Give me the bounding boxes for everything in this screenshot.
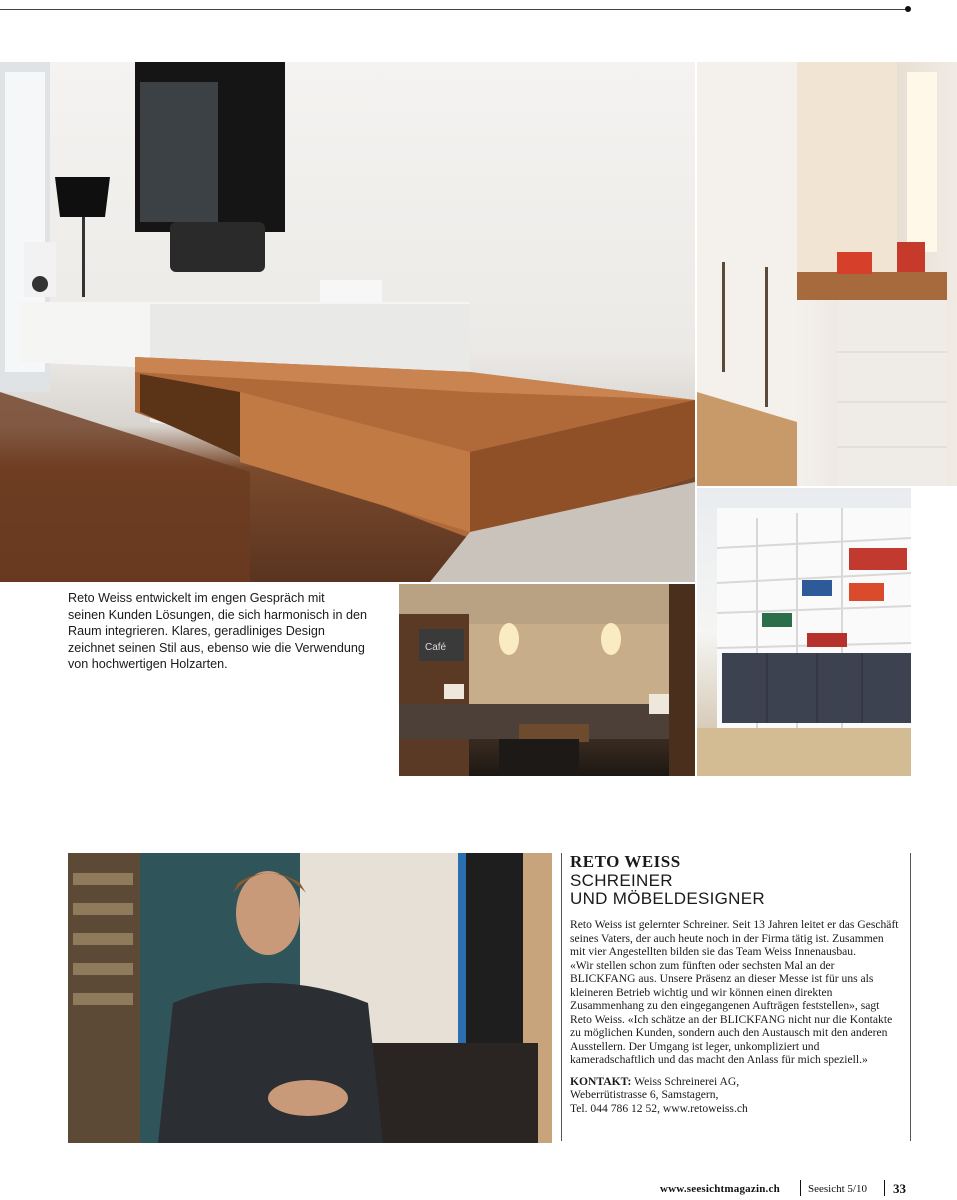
footer-website[interactable]: www.seesichtmagazin.ch xyxy=(660,1183,780,1195)
photo-tv-sideboard xyxy=(0,62,695,582)
article-left-rule xyxy=(561,853,562,1141)
article-name: RETO WEISS xyxy=(570,852,681,871)
caption-line: von hochwertigen Holzarten. xyxy=(68,657,228,671)
bookshelf-illustration xyxy=(697,488,911,776)
contact-phone-web[interactable]: Tel. 044 786 12 52, www.retoweiss.ch xyxy=(570,1101,748,1115)
caption-line: Reto Weiss entwickelt im engen Gespräch mit xyxy=(68,591,325,605)
top-rule xyxy=(0,9,906,10)
contact-company: Weiss Schreinerei AG, xyxy=(634,1074,740,1088)
caption-line: Raum integrieren. Klares, geradliniges Design xyxy=(68,624,325,638)
tv-sideboard-illustration xyxy=(0,62,695,582)
lounge-illustration xyxy=(399,584,695,776)
lounge-sign: Café xyxy=(425,642,447,653)
article-contact xyxy=(570,1075,900,1116)
photo-portrait-reto-weiss xyxy=(68,853,552,1143)
caption-line: zeichnet seinen Stil aus, ebenso wie die Verwendung xyxy=(68,640,365,655)
wardrobe-illustration xyxy=(697,62,957,486)
article-paragraph: «Wir stellen schon zum fünften oder sechsten Mal an der BLICKFANG aus. Unsere Präsenz an dieser Messe ist für uns als kleineren Betrieb wichtig und wir können einen direkten Zusammenhang zu den eingegangenen Aufträgen feststellen», sagt Reto Weiss. «Ich schätze an der BLICKFANG nicht nur die Kontakte zu möglichen Kunden, sondern auch den Austausch mit den anderen Ausstellern. Der Umgang ist leger, unkompliziert und kameradschaftlich und das macht den Anlass für mich speziell.» xyxy=(570,958,893,1066)
photo-caption xyxy=(68,590,368,673)
page-number: 33 xyxy=(893,1181,906,1196)
footer-issue: Seesicht 5/10 xyxy=(808,1183,867,1195)
profile-article xyxy=(570,852,900,1115)
contact-address: Weberrütistrasse 6, Samstagern, xyxy=(570,1088,719,1101)
footer-divider xyxy=(800,1180,801,1196)
footer-divider xyxy=(884,1180,885,1196)
top-rule-dot xyxy=(905,6,911,12)
article-role-line1: SCHREINER xyxy=(570,871,673,890)
page-footer xyxy=(600,1180,912,1200)
article-body xyxy=(570,918,900,1067)
caption-line: seinen Kunden Lösungen, die sich harmonisch in den xyxy=(68,607,367,622)
article-role-line2: UND MÖBELDESIGNER xyxy=(570,889,765,908)
article-right-rule xyxy=(910,853,911,1141)
portrait-illustration xyxy=(68,853,552,1143)
photo-wardrobe xyxy=(697,62,957,486)
contact-label: KONTAKT: xyxy=(570,1074,632,1088)
photo-lounge xyxy=(399,584,695,776)
article-paragraph: Reto Weiss ist gelernter Schreiner. Seit 13 Jahren leitet er das Geschäft seines Vaters, der auch heute noch in der Firma tätig ist. Zusammen mit vier Angestellten bilden sie das Team Weiss Innenausbau. xyxy=(570,918,899,958)
photo-bookshelf xyxy=(697,488,911,776)
